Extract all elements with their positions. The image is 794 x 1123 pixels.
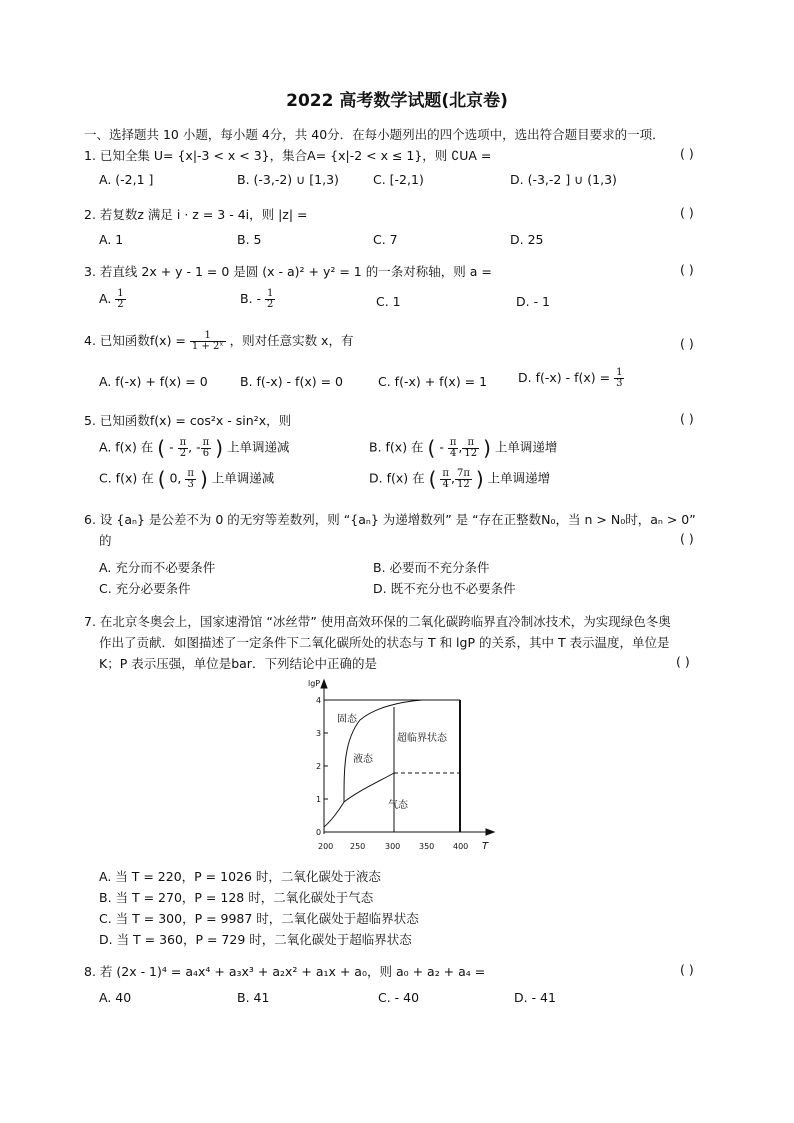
x-axis-arrow bbox=[486, 829, 494, 835]
q1-option-d: D. (-3,-2 ] ∪ (1,3) bbox=[510, 172, 617, 187]
denominator: 4 bbox=[442, 478, 449, 490]
q5-option-a-label: A. f(x) 在 bbox=[99, 439, 154, 455]
q5-option-a bbox=[99, 436, 290, 460]
left-paren: ( bbox=[157, 467, 166, 491]
x-tick-250: 250 bbox=[350, 842, 366, 851]
q2-option-d: D. 25 bbox=[510, 232, 544, 247]
interval-start: 0, bbox=[169, 470, 182, 486]
y-axis-arrow bbox=[321, 680, 327, 688]
region-liquid-label: 液态 bbox=[353, 754, 373, 765]
q2-option-a: A. 1 bbox=[99, 232, 124, 247]
y-tick-3: 3 bbox=[316, 729, 322, 738]
answer-blank-2: ( ) bbox=[680, 205, 694, 220]
q6-option-b: B. 必要而不充分条件 bbox=[373, 560, 490, 575]
denominator: 3 bbox=[616, 378, 623, 389]
denominator: 2 bbox=[267, 299, 274, 310]
numerator: 1 bbox=[117, 288, 124, 299]
fraction bbox=[185, 469, 196, 490]
x-axis-label: T bbox=[482, 841, 489, 852]
y-tick-0: 0 bbox=[316, 828, 322, 837]
sign: - bbox=[439, 439, 444, 455]
q5-option-a-suffix: 上单调递减 bbox=[227, 439, 290, 455]
q5-option-b-suffix: 上单调递增 bbox=[494, 439, 558, 455]
q8-option-d: D. - 41 bbox=[514, 990, 556, 1005]
q5-option-d-suffix: 上单调递增 bbox=[487, 470, 551, 486]
numerator: 1 bbox=[616, 367, 623, 378]
answer-blank-7: ( ) bbox=[676, 654, 690, 669]
question-7-line-1: 7. 在北京冬奥会上，国家速滑馆 “冰丝带” 使用高效环保的二氧化碳跨临界直冷制冰技术，为实现绿色冬奥 bbox=[84, 614, 671, 629]
q6-option-c: C. 充分必要条件 bbox=[99, 581, 191, 596]
x-tick-200: 200 bbox=[318, 842, 334, 851]
question-7-line-3: K；P 表示压强，单位是bar．下列结论中正确的是 bbox=[99, 656, 377, 671]
left-paren: ( bbox=[157, 436, 166, 460]
q7-option-c: C. 当 T = 300，P = 9987 时，二氧化碳处于超临界状态 bbox=[99, 911, 419, 926]
answer-blank-6: ( ) bbox=[680, 531, 694, 546]
right-paren: ) bbox=[215, 436, 224, 460]
q7-option-d: D. 当 T = 360，P = 729 时，二氧化碳处于超临界状态 bbox=[99, 932, 412, 947]
q4-option-d-label: D. f(-x) - f(x) = bbox=[518, 370, 611, 385]
question-6-stem-cont: 的 bbox=[99, 533, 112, 548]
right-paren: ) bbox=[199, 467, 208, 491]
y-tick-2: 2 bbox=[316, 762, 322, 771]
denominator: 2 bbox=[179, 447, 187, 459]
fraction bbox=[462, 438, 479, 459]
separator: , - bbox=[188, 439, 201, 455]
q7-option-a: A. 当 T = 220，P = 1026 时，二氧化碳处于液态 bbox=[99, 869, 381, 884]
phase-diagram bbox=[300, 674, 500, 854]
q3-option-c: C. 1 bbox=[376, 294, 401, 309]
sign: - bbox=[169, 439, 174, 455]
left-paren: ( bbox=[427, 436, 436, 460]
fraction bbox=[190, 331, 226, 352]
x-tick-300: 300 bbox=[385, 842, 401, 851]
question-5-stem: 5. 已知函数f(x) = cos²x - sin²x，则 bbox=[84, 413, 292, 428]
q3-option-b-label: B. - bbox=[240, 291, 262, 306]
q5-option-c-label: C. f(x) 在 bbox=[99, 470, 154, 486]
answer-blank-4: ( ) bbox=[680, 336, 694, 351]
question-4-stem bbox=[84, 331, 353, 352]
q6-option-a: A. 充分而不必要条件 bbox=[99, 560, 216, 575]
q1-option-c: C. [-2,1) bbox=[373, 172, 424, 187]
y-tick-1: 1 bbox=[316, 795, 322, 804]
answer-blank-8: ( ) bbox=[680, 962, 694, 977]
sublimation-curve bbox=[324, 802, 344, 827]
q4-option-c: C. f(-x) + f(x) = 1 bbox=[378, 374, 488, 389]
q6-option-d: D. 既不充分也不必要条件 bbox=[373, 581, 516, 596]
question-7-line-2: 作出了贡献．如图描述了一定条件下二氧化碳所处的状态与 T 和 lgP 的关系，其中 T 表示温度，单位是 bbox=[99, 635, 670, 650]
numerator: 7π bbox=[456, 467, 470, 479]
separator: , bbox=[458, 439, 463, 455]
q1-option-b: B. (-3,-2) ∪ [1,3) bbox=[237, 172, 339, 187]
numerator: π bbox=[202, 436, 210, 448]
numerator: 1 bbox=[267, 288, 274, 299]
x-tick-350: 350 bbox=[419, 842, 435, 851]
fraction bbox=[455, 469, 472, 490]
denominator: 2 bbox=[117, 299, 124, 310]
q4-option-d bbox=[518, 368, 624, 389]
fraction bbox=[178, 438, 189, 459]
q5-option-c-suffix: 上单调递减 bbox=[211, 470, 275, 486]
q8-option-b: B. 41 bbox=[237, 990, 270, 1005]
q4-stem-suffix: ，则对任意实数 x，有 bbox=[229, 333, 354, 348]
answer-blank-3: ( ) bbox=[680, 262, 694, 277]
numerator: π bbox=[187, 467, 194, 479]
numerator: π bbox=[179, 436, 187, 448]
q7-option-b: B. 当 T = 270，P = 128 时，二氧化碳处于气态 bbox=[99, 890, 374, 905]
fraction bbox=[614, 368, 624, 389]
q4-option-b: B. f(-x) - f(x) = 0 bbox=[240, 374, 343, 389]
denominator: 12 bbox=[457, 478, 470, 490]
q8-option-c: C. - 40 bbox=[378, 990, 420, 1005]
q5-option-d-label: D. f(x) 在 bbox=[369, 470, 425, 486]
region-gas-label: 气态 bbox=[388, 800, 408, 811]
numerator: π bbox=[449, 436, 457, 448]
q3-option-b bbox=[240, 289, 275, 310]
q5-option-d bbox=[369, 467, 550, 491]
q1-option-a: A. (-2,1 ] bbox=[99, 172, 154, 187]
y-axis-label: lgP bbox=[308, 679, 321, 688]
q5-option-b-label: B. f(x) 在 bbox=[369, 439, 424, 455]
right-paren: ) bbox=[483, 436, 491, 460]
numerator: π bbox=[442, 467, 449, 479]
answer-blank-5: ( ) bbox=[680, 411, 694, 426]
fraction bbox=[265, 289, 275, 310]
fraction bbox=[440, 469, 451, 490]
question-2-stem: 2. 若复数z 满足 i · z = 3 - 4i，则 |z| = bbox=[84, 207, 308, 222]
question-1-stem: 1. 已知全集 U= {x|-3 < x < 3}，集合A= {x|-2 < x ≤ 1}，则 ∁UA = bbox=[84, 148, 492, 163]
q8-option-a: A. 40 bbox=[99, 990, 132, 1005]
region-supercritical-label: 超临界状态 bbox=[397, 733, 447, 744]
denominator: 4 bbox=[449, 447, 457, 459]
q2-option-c: C. 7 bbox=[373, 232, 398, 247]
left-paren: ( bbox=[428, 467, 437, 491]
denominator: 6 bbox=[202, 447, 210, 459]
question-8-stem: 8. 若 (2x - 1)⁴ = a₄x⁴ + a₃x³ + a₂x² + a₁x + a₀，则 a₀ + a₂ + a₄ = bbox=[84, 964, 486, 979]
right-paren: ) bbox=[475, 467, 484, 491]
q5-option-c bbox=[99, 467, 274, 491]
page-title: 2022 高考数学试题(北京卷) bbox=[286, 91, 508, 111]
numerator: π bbox=[462, 438, 479, 449]
fraction bbox=[201, 438, 212, 459]
section-heading: 一、选择题共 10 小题，每小题 4分，共 40分．在每小题列出的四个选项中，选出符合题目要求的一项． bbox=[84, 127, 665, 142]
q4-option-a: A. f(-x) + f(x) = 0 bbox=[99, 374, 208, 389]
denominator: 3 bbox=[187, 478, 194, 490]
y-tick-4: 4 bbox=[316, 696, 322, 705]
denominator: 12 bbox=[464, 447, 478, 459]
q5-option-b bbox=[369, 436, 557, 460]
q2-option-b: B. 5 bbox=[237, 232, 262, 247]
region-solid-label: 固态 bbox=[337, 714, 357, 725]
separator: , bbox=[450, 470, 455, 486]
q3-option-a-label: A. bbox=[99, 291, 112, 306]
numerator: 1 bbox=[190, 331, 226, 342]
x-tick-400: 400 bbox=[453, 842, 469, 851]
q4-stem-prefix: 4. 已知函数f(x) = bbox=[84, 333, 186, 348]
fraction bbox=[115, 289, 125, 310]
fraction bbox=[448, 438, 459, 459]
q3-option-d: D. - 1 bbox=[516, 294, 551, 309]
question-6-stem: 6. 设 {aₙ} 是公差不为 0 的无穷等差数列，则 “{aₙ} 为递增数列” 是 “存在正整数N₀，当 n > N₀时，aₙ > 0” bbox=[84, 512, 696, 527]
q3-option-a bbox=[99, 289, 126, 310]
denominator: 1 + 2ˣ bbox=[191, 341, 224, 352]
vaporization-curve bbox=[344, 773, 394, 802]
question-3-stem: 3. 若直线 2x + y - 1 = 0 是圆 (x - a)² + y² = 1 的一条对称轴，则 a = bbox=[84, 264, 492, 279]
answer-blank-1: ( ) bbox=[680, 146, 694, 161]
